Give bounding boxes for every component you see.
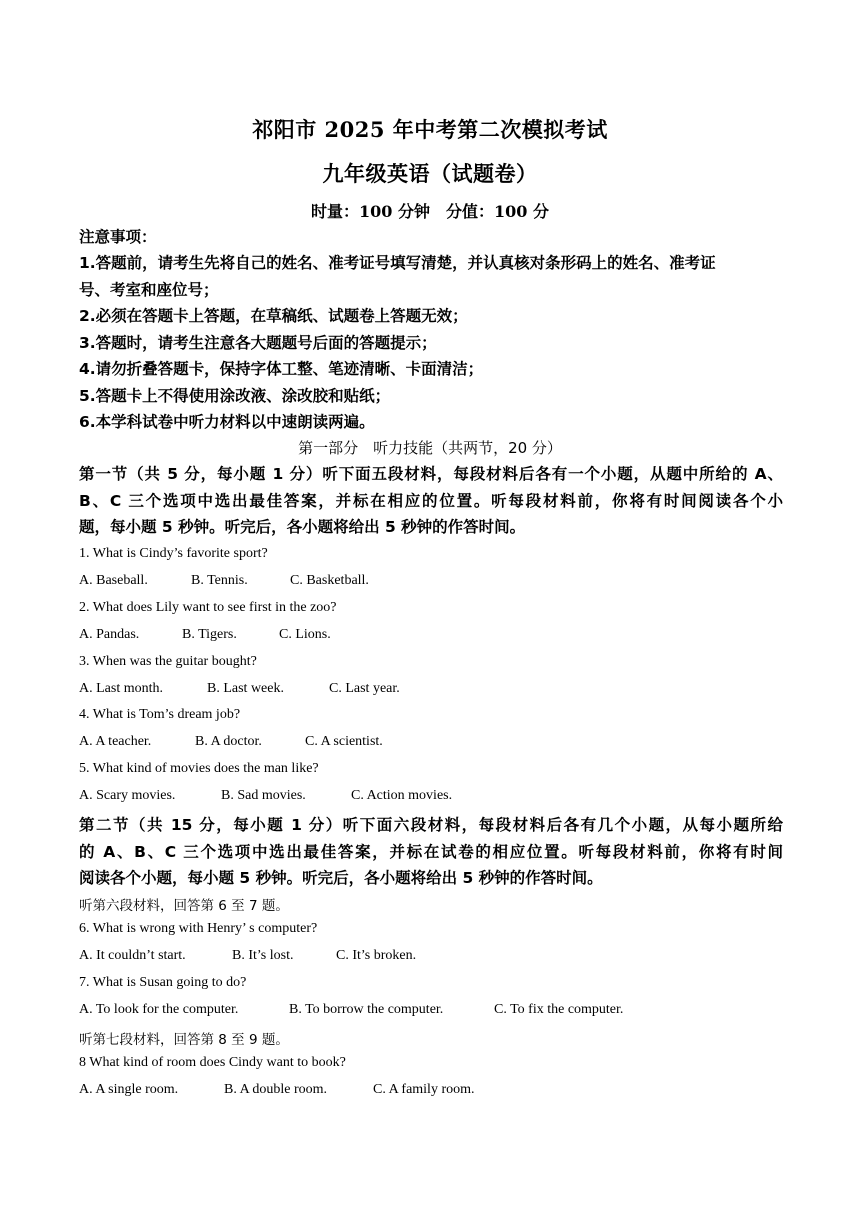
option-c: C. To fix the computer.: [494, 1002, 624, 1017]
option-b: B. Sad movies.: [221, 788, 306, 803]
option-a: A. A teacher.: [79, 734, 152, 749]
notice-item: 1.答题前，请考生先将自己的姓名、准考证号填写清楚，并认真核对条形码上的姓名、准考证: [79, 254, 716, 272]
option-c: C. Last year.: [329, 681, 400, 696]
option-a: A. It couldn’t start.: [79, 948, 186, 963]
options-7: [79, 1002, 783, 1018]
option-b: B. It’s lost.: [232, 948, 294, 963]
options-3: [79, 681, 783, 697]
notice-item: 6.本学科试卷中听力材料以中速朗读两遍。: [79, 413, 375, 431]
notice-heading: 注意事项：: [79, 228, 157, 246]
options-1: [79, 573, 783, 589]
notice-item: 2.必须在答题卡上答题，在草稿纸、试题卷上答题无效；: [79, 307, 468, 325]
question-5: 5. What kind of movies does the man like?: [79, 761, 319, 776]
option-c: C. Lions.: [279, 627, 331, 642]
option-a: A. A single room.: [79, 1082, 179, 1097]
section1-instruction: 第一节（共 5 分，每小题 1 分）听下面五段材料，每段材料后各有一个小题，从题中所给的 A、: [79, 465, 783, 483]
option-a: A. Baseball.: [79, 573, 148, 588]
options-6: [79, 948, 783, 964]
option-c: C. Action movies.: [351, 788, 453, 803]
exam-title: 祁阳市 2025 年中考第二次模拟考试: [252, 117, 608, 142]
options-5: [79, 788, 783, 804]
option-a: A. To look for the computer.: [79, 1002, 239, 1017]
section1-instruction: 题，每小题 5 秒钟。听完后，各小题将给出 5 秒钟的作答时间。: [79, 518, 526, 536]
option-c: C. It’s broken.: [336, 948, 417, 963]
option-a: A. Pandas.: [79, 627, 140, 642]
question-3: 3. When was the guitar bought?: [79, 654, 257, 669]
option-a: A. Last month.: [79, 681, 163, 696]
notice-item: 3.答题时，请考生注意各大题题号后面的答题提示；: [79, 334, 437, 352]
section2-instruction: 第二节（共 15 分，每小题 1 分）听下面六段材料，每段材料后各有几个小题，从每小题所给: [79, 816, 783, 834]
material-7-note: 听第七段材料，回答第 8 至 9 题。: [79, 1032, 289, 1048]
part1-heading: 第一部分 听力技能（共两节，20 分）: [298, 439, 562, 457]
options-2: [79, 627, 783, 643]
options-8: [79, 1082, 783, 1098]
option-c: C. Basketball.: [290, 573, 369, 588]
options-4: [79, 734, 783, 750]
time-score: 时量：100 分钟 分值：100 分: [311, 202, 549, 221]
section2-instruction: 阅读各个小题，每小题 5 秒钟。听完后，各小题将给出 5 秒钟的作答时间。: [79, 869, 603, 887]
notice-item: 号、考室和座位号；: [79, 281, 219, 299]
option-b: B. A double room.: [224, 1082, 328, 1097]
option-c: C. A scientist.: [305, 734, 383, 749]
option-c: C. A family room.: [373, 1082, 475, 1097]
question-4: 4. What is Tom’s dream job?: [79, 707, 241, 722]
option-b: B. A doctor.: [195, 734, 262, 749]
option-b: B. To borrow the computer.: [289, 1002, 444, 1017]
question-1: 1. What is Cindy’s favorite sport?: [79, 546, 268, 561]
question-2: 2. What does Lily want to see first in the zoo?: [79, 600, 337, 615]
option-a: A. Scary movies.: [79, 788, 176, 803]
option-b: B. Tennis.: [191, 573, 248, 588]
exam-subtitle: 九年级英语（试题卷）: [322, 161, 538, 186]
material-6-note: 听第六段材料，回答第 6 至 7 题。: [79, 898, 289, 914]
notice-item: 4.请勿折叠答题卡，保持字体工整、笔迹清晰、卡面清洁；: [79, 360, 484, 378]
question-6: 6. What is wrong with Henry’ s computer?: [79, 921, 318, 936]
question-8: 8 What kind of room does Cindy want to book?: [79, 1055, 346, 1070]
section1-instruction: B、C 三个选项中选出最佳答案，并标在相应的位置。听每段材料前，你将有时间阅读各个小: [79, 492, 783, 510]
question-7: 7. What is Susan going to do?: [79, 975, 247, 990]
option-b: B. Last week.: [207, 681, 284, 696]
section2-instruction: 的 A、B、C 三个选项中选出最佳答案，并标在试卷的相应位置。听每段材料前，你将有时间: [79, 843, 783, 861]
notice-item: 5.答题卡上不得使用涂改液、涂改胶和贴纸；: [79, 387, 391, 405]
option-b: B. Tigers.: [182, 627, 237, 642]
